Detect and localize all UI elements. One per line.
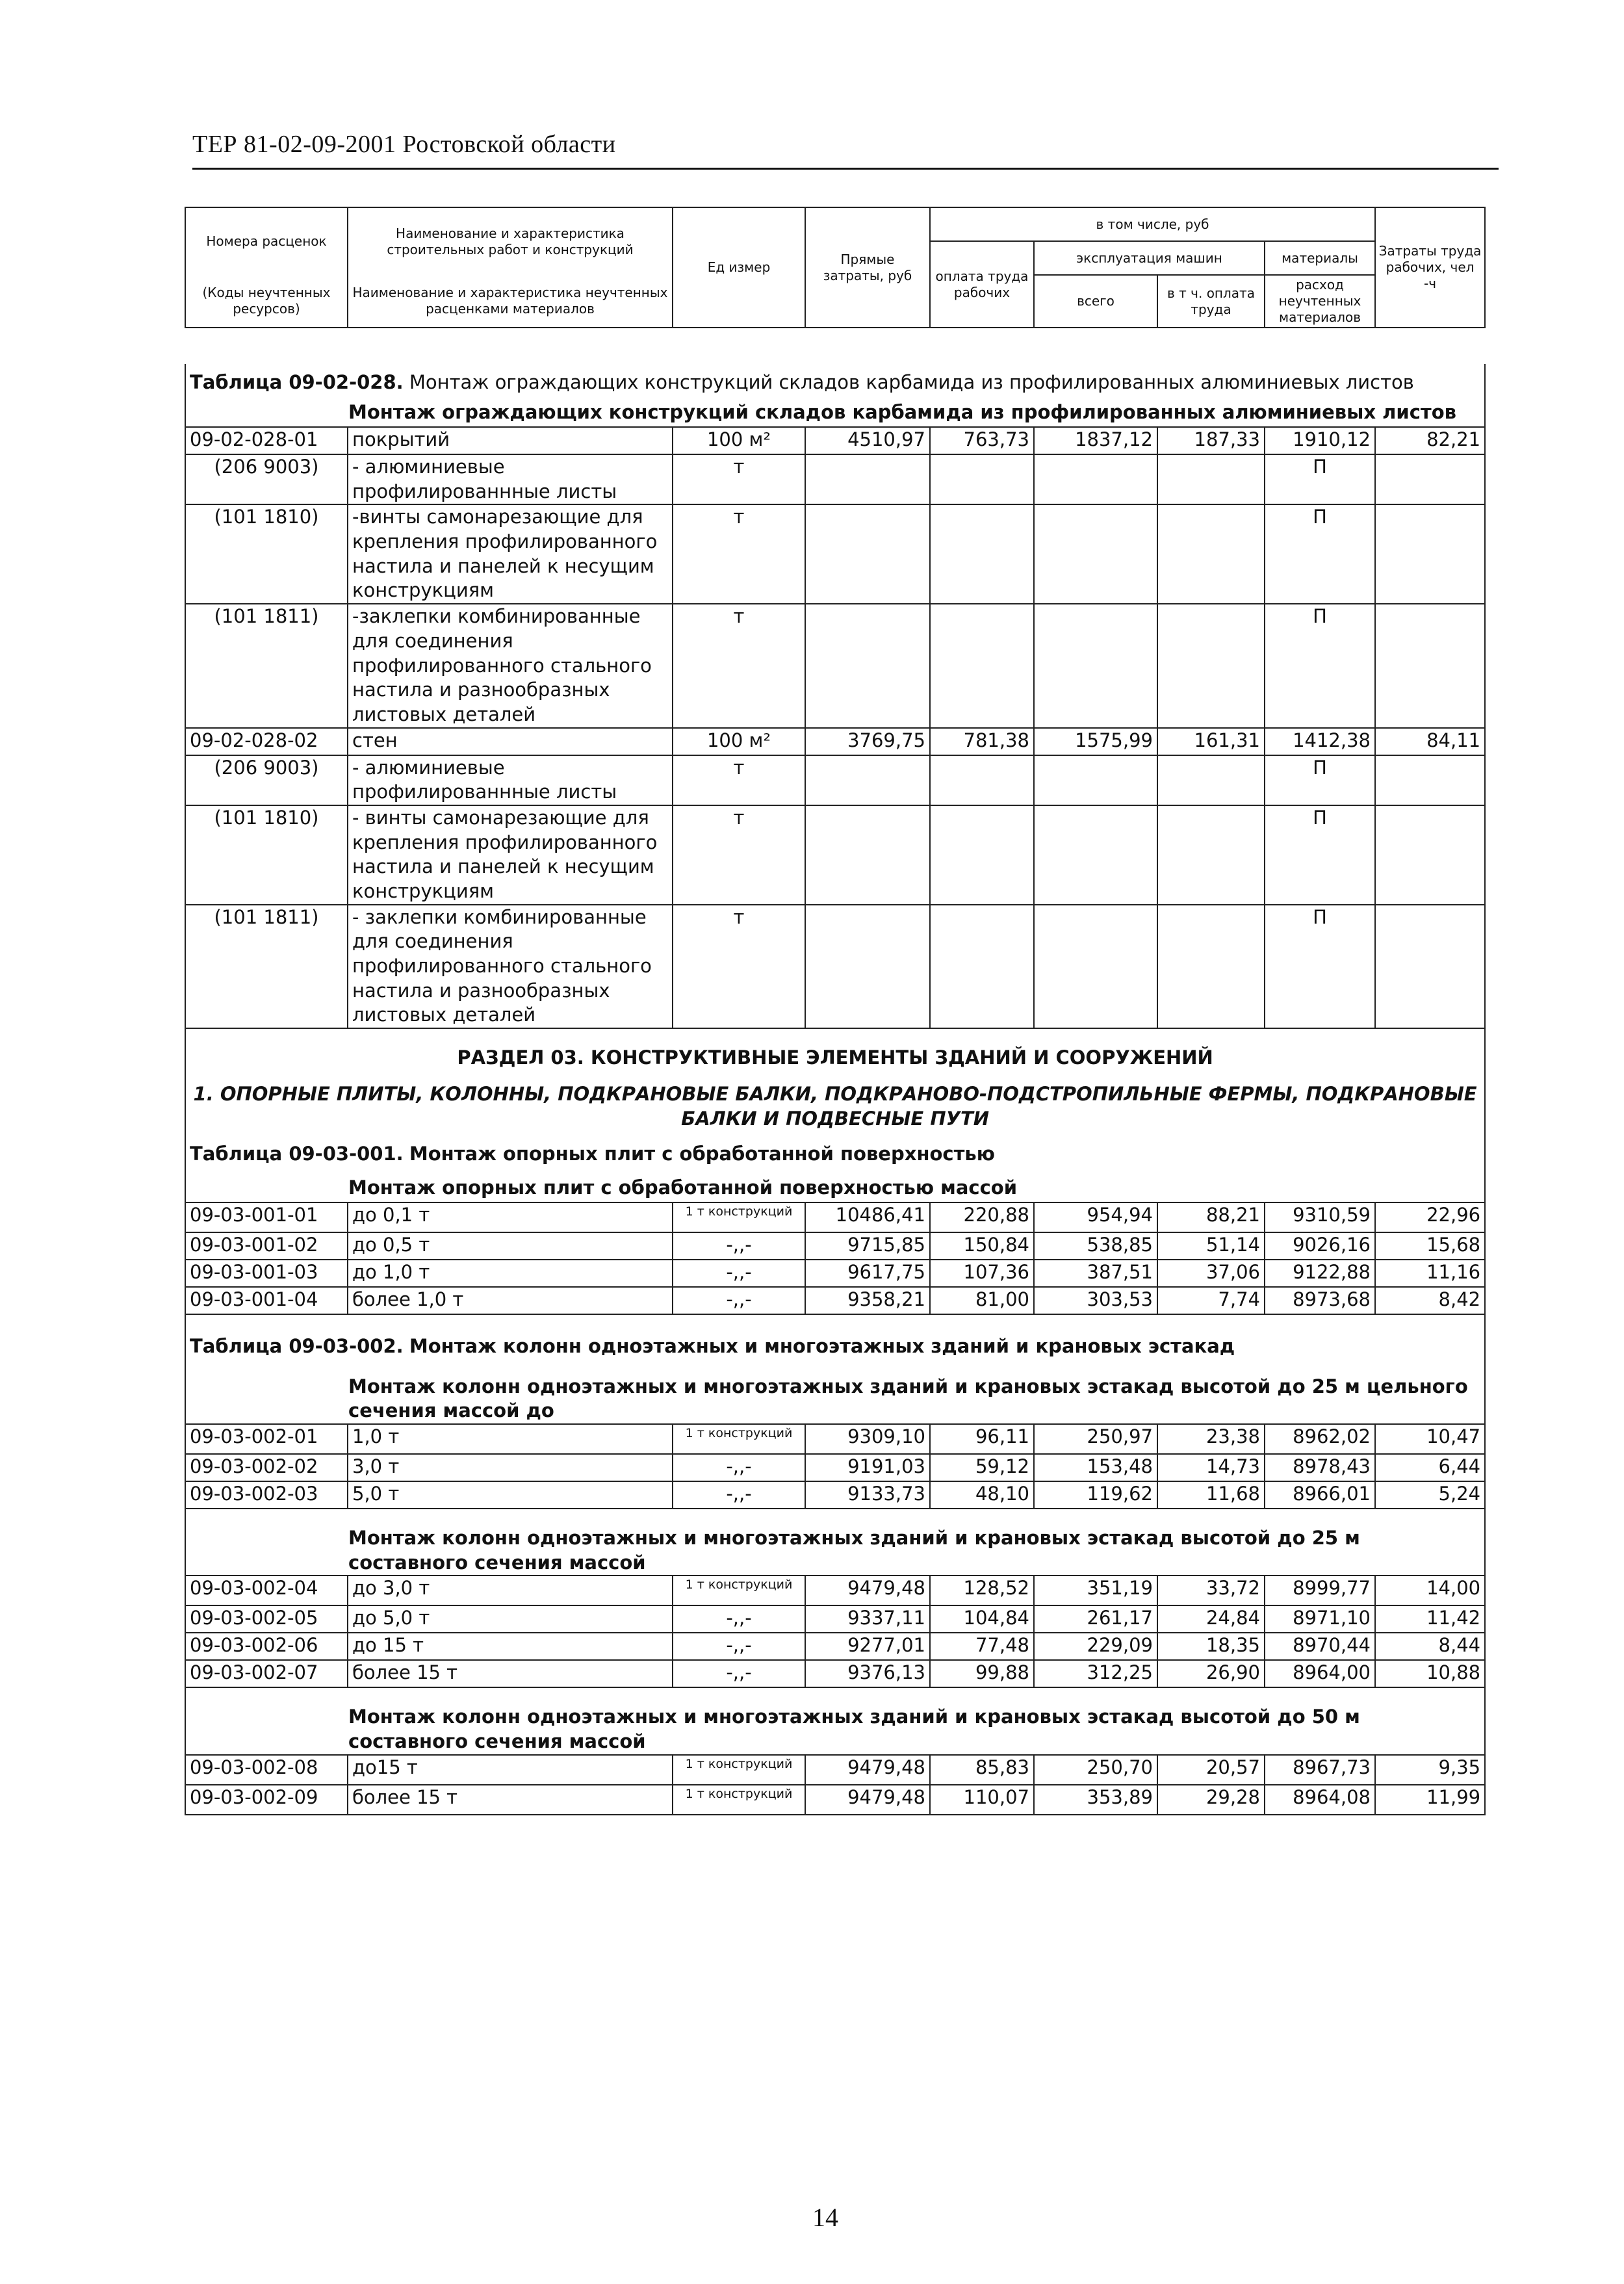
table-028-subtitle-band — [185, 398, 1485, 427]
materials: 8999,77 — [1265, 1576, 1375, 1605]
materials: 8962,02 — [1265, 1424, 1375, 1454]
rate-code: 09-03-002-04 — [185, 1576, 348, 1605]
direct-costs: 3769,75 — [805, 728, 930, 755]
labor-hours: 84,11 — [1375, 728, 1485, 755]
machines-pay: 23,38 — [1157, 1424, 1265, 1454]
labor-pay: 99,88 — [930, 1660, 1034, 1687]
machines-total: 351,19 — [1034, 1576, 1157, 1605]
labor-hours: 5,24 — [1375, 1481, 1485, 1509]
machines-pay — [1157, 755, 1265, 805]
work-name: - винты самонарезающие для крепления профилированного настила и панелей к несущим конструкциям — [348, 805, 673, 905]
work-name: -заклепки комбинированные для соединения профилированного стального настила и разнообразных листовых деталей — [348, 604, 673, 727]
materials: П — [1265, 905, 1375, 1028]
table-001-title-band — [185, 1136, 1485, 1169]
rate-code: 09-03-002-09 — [185, 1785, 348, 1815]
section-heading: РАЗДЕЛ 03. КОНСТРУКТИВНЫЕ ЭЛЕМЕНТЫ ЗДАНИЙ И СООРУЖЕНИЙ — [457, 1046, 1213, 1069]
direct-costs: 9309,10 — [805, 1424, 930, 1454]
hdr-materials-use: расход неучтенных материалов — [1265, 275, 1375, 328]
table-002-group1 — [185, 1362, 1485, 1424]
labor-hours: 8,42 — [1375, 1287, 1485, 1314]
rate-code: 09-03-002-05 — [185, 1605, 348, 1633]
labor-pay: 110,07 — [930, 1785, 1034, 1815]
labor-pay: 220,88 — [930, 1202, 1034, 1232]
table-001-subtitle — [185, 1169, 1485, 1202]
table-028-row-0 — [185, 427, 1485, 454]
table-028-title — [185, 364, 1485, 398]
work-name: до 15 т — [348, 1633, 673, 1660]
materials: 8971,10 — [1265, 1605, 1375, 1633]
labor-pay — [930, 755, 1034, 805]
table-group-title: Монтаж колонн одноэтажных и многоэтажных зданий и крановых эстакад высотой до 25 м составного сечения массой — [348, 1526, 1360, 1574]
machines-pay: 37,06 — [1157, 1260, 1265, 1287]
subsection-title — [185, 1074, 1485, 1135]
unit: -,,- — [673, 1232, 805, 1260]
work-name: покрытий — [348, 427, 673, 454]
work-name: до15 т — [348, 1755, 673, 1785]
materials: 8970,44 — [1265, 1633, 1375, 1660]
hdr-machines-pay: в т ч. оплата труда — [1157, 275, 1265, 328]
direct-costs — [805, 755, 930, 805]
labor-hours: 11,99 — [1375, 1785, 1485, 1815]
direct-costs: 9479,48 — [805, 1755, 930, 1785]
materials: 1412,38 — [1265, 728, 1375, 755]
hdr-labor-cost: Затраты труда рабочих, чел -ч — [1375, 207, 1485, 328]
hdr-materials: материалы — [1265, 241, 1375, 275]
machines-total: 387,51 — [1034, 1260, 1157, 1287]
hdr-direct: Прямые затраты, руб — [805, 207, 930, 328]
rate-code: (101 1810) — [185, 504, 348, 604]
table-001-row-0 — [185, 1202, 1485, 1232]
machines-pay: 11,68 — [1157, 1481, 1265, 1509]
machines-pay — [1157, 604, 1265, 727]
materials: 8964,00 — [1265, 1660, 1375, 1687]
labor-pay — [930, 504, 1034, 604]
work-name: до 0,1 т — [348, 1202, 673, 1232]
labor-pay — [930, 805, 1034, 905]
machines-total: 353,89 — [1034, 1785, 1157, 1815]
hdr-machines: эксплуатация машин — [1034, 241, 1265, 275]
unit: т — [673, 755, 805, 805]
rate-code: (101 1811) — [185, 604, 348, 727]
materials: П — [1265, 454, 1375, 504]
table-title-code: Таблица 09-03-001. — [190, 1142, 404, 1165]
table-001-subtitle-band — [185, 1169, 1485, 1202]
labor-pay: 104,84 — [930, 1605, 1034, 1633]
labor-pay: 128,52 — [930, 1576, 1034, 1605]
labor-hours — [1375, 604, 1485, 727]
table-002-row-c0 — [185, 1755, 1485, 1785]
hdr-name-bottom: Наименование и характеристика неучтенных расценками материалов — [348, 275, 673, 328]
hdr-including: в том числе, руб — [930, 207, 1375, 241]
labor-hours — [1375, 905, 1485, 1028]
table-001-row-1 — [185, 1232, 1485, 1260]
machines-total: 1837,12 — [1034, 427, 1157, 454]
table-title-code: Таблица 09-02-028. — [190, 371, 404, 393]
materials: 1910,12 — [1265, 427, 1375, 454]
labor-hours — [1375, 504, 1485, 604]
labor-pay: 59,12 — [930, 1454, 1034, 1481]
unit: т — [673, 905, 805, 1028]
hdr-machines-total: всего — [1034, 275, 1157, 328]
rate-code: (206 9003) — [185, 755, 348, 805]
work-name: -винты самонарезающие для крепления профилированного настила и панелей к несущим конструкциям — [348, 504, 673, 604]
labor-pay — [930, 454, 1034, 504]
unit: т — [673, 454, 805, 504]
work-name: до 5,0 т — [348, 1605, 673, 1633]
table-title-text: Монтаж колонн одноэтажных и многоэтажных зданий и крановых эстакад — [409, 1334, 1235, 1357]
rate-code: (101 1811) — [185, 905, 348, 1028]
table-subtitle: Монтаж ограждающих конструкций складов карбамида из профилированных алюминиевых листов — [348, 401, 1457, 423]
labor-hours: 10,47 — [1375, 1424, 1485, 1454]
labor-hours: 11,42 — [1375, 1605, 1485, 1633]
machines-total: 303,53 — [1034, 1287, 1157, 1314]
rate-code: 09-03-001-03 — [185, 1260, 348, 1287]
machines-total: 119,62 — [1034, 1481, 1157, 1509]
work-name: более 15 т — [348, 1785, 673, 1815]
rate-code: (206 9003) — [185, 454, 348, 504]
materials: 8978,43 — [1265, 1454, 1375, 1481]
table-002-group3-band — [185, 1687, 1485, 1754]
unit: 1 т конструкций — [673, 1576, 805, 1605]
materials: 8967,73 — [1265, 1755, 1375, 1785]
direct-costs: 9191,03 — [805, 1454, 930, 1481]
table-028-row-2 — [185, 504, 1485, 604]
direct-costs — [805, 504, 930, 604]
table-002-group2 — [185, 1509, 1485, 1576]
unit: 1 т конструкций — [673, 1785, 805, 1815]
work-name: до 0,5 т — [348, 1232, 673, 1260]
table-028-row-5 — [185, 755, 1485, 805]
machines-total: 538,85 — [1034, 1232, 1157, 1260]
machines-total — [1034, 805, 1157, 905]
rate-code: (101 1810) — [185, 805, 348, 905]
work-name: более 1,0 т — [348, 1287, 673, 1314]
rate-code: 09-03-001-01 — [185, 1202, 348, 1232]
labor-hours: 14,00 — [1375, 1576, 1485, 1605]
direct-costs: 9479,48 — [805, 1785, 930, 1815]
machines-total: 1575,99 — [1034, 728, 1157, 755]
table-028-subtitle — [185, 398, 1485, 427]
table-002-group2-band — [185, 1509, 1485, 1576]
machines-pay: 29,28 — [1157, 1785, 1265, 1815]
direct-costs: 4510,97 — [805, 427, 930, 454]
direct-costs: 9133,73 — [805, 1481, 930, 1509]
table-002-title — [185, 1314, 1485, 1362]
materials: 9122,88 — [1265, 1260, 1375, 1287]
table-title-code: Таблица 09-03-002. — [190, 1334, 404, 1357]
labor-pay — [930, 905, 1034, 1028]
direct-costs: 9479,48 — [805, 1576, 930, 1605]
table-002-row-b3 — [185, 1660, 1485, 1687]
unit: 1 т конструкций — [673, 1202, 805, 1232]
machines-pay: 18,35 — [1157, 1633, 1265, 1660]
unit: -,,- — [673, 1481, 805, 1509]
hdr-labor-pay: оплата труда рабочих — [930, 241, 1034, 328]
header-rule — [192, 168, 1499, 170]
subsection-heading: 1. ОПОРНЫЕ ПЛИТЫ, КОЛОННЫ, ПОДКРАНОВЫЕ БАЛКИ, ПОДКРАНОВО-ПОДСТРОПИЛЬНЫЕ ФЕРМЫ, ПОДКРАНОВЫЕ БАЛКИ И ПОДВЕСНЫЕ ПУТИ — [193, 1083, 1477, 1130]
machines-pay: 88,21 — [1157, 1202, 1265, 1232]
rate-code: 09-02-028-01 — [185, 427, 348, 454]
table-group-title: Монтаж колонн одноэтажных и многоэтажных зданий и крановых эстакад высотой до 25 м цельного сечения массой до — [348, 1375, 1468, 1422]
labor-pay: 150,84 — [930, 1232, 1034, 1260]
machines-pay: 161,31 — [1157, 728, 1265, 755]
running-head: ТЕР 81-02-09-2001 Ростовской области — [192, 131, 616, 158]
rate-code: 09-03-001-02 — [185, 1232, 348, 1260]
labor-pay: 81,00 — [930, 1287, 1034, 1314]
table-title-text: Монтаж опорных плит с обработанной поверхностью — [409, 1142, 995, 1165]
table-001-title — [185, 1136, 1485, 1169]
column-header-table — [185, 207, 1486, 328]
table-002-row-a2 — [185, 1481, 1485, 1509]
labor-pay: 85,83 — [930, 1755, 1034, 1785]
labor-pay: 781,38 — [930, 728, 1034, 755]
machines-pay — [1157, 504, 1265, 604]
table-title-text: Монтаж ограждающих конструкций складов карбамида из профилированных алюминиевых листов — [409, 371, 1414, 393]
rate-code: 09-03-002-01 — [185, 1424, 348, 1454]
work-name: 5,0 т — [348, 1481, 673, 1509]
direct-costs: 9337,11 — [805, 1605, 930, 1633]
table-028-row-6 — [185, 805, 1485, 905]
machines-pay: 20,57 — [1157, 1755, 1265, 1785]
hdr-unit: Ед измер — [673, 207, 805, 328]
work-name: до 3,0 т — [348, 1576, 673, 1605]
labor-hours: 82,21 — [1375, 427, 1485, 454]
table-002-row-c1 — [185, 1785, 1485, 1815]
direct-costs: 9277,01 — [805, 1633, 930, 1660]
work-name: стен — [348, 728, 673, 755]
work-name: - алюминиевые профилированнные листы — [348, 755, 673, 805]
unit: т — [673, 805, 805, 905]
materials: П — [1265, 504, 1375, 604]
rate-code: 09-03-002-06 — [185, 1633, 348, 1660]
direct-costs — [805, 805, 930, 905]
machines-pay — [1157, 805, 1265, 905]
materials: 8966,01 — [1265, 1481, 1375, 1509]
direct-costs — [805, 604, 930, 727]
machines-pay: 51,14 — [1157, 1232, 1265, 1260]
table-group-title: Монтаж колонн одноэтажных и многоэтажных зданий и крановых эстакад высотой до 50 м составного сечения массой — [348, 1706, 1360, 1752]
hdr-name-top: Наименование и характеристика строительных работ и конструкций — [348, 207, 673, 275]
labor-pay — [930, 604, 1034, 727]
work-name: более 15 т — [348, 1660, 673, 1687]
machines-total — [1034, 905, 1157, 1028]
labor-pay: 77,48 — [930, 1633, 1034, 1660]
table-002-group1-band — [185, 1362, 1485, 1424]
table-002-row-a0 — [185, 1424, 1485, 1454]
labor-hours: 22,96 — [1375, 1202, 1485, 1232]
materials: 8964,08 — [1265, 1785, 1375, 1815]
machines-pay: 187,33 — [1157, 427, 1265, 454]
labor-hours — [1375, 805, 1485, 905]
work-name: - заклепки комбинированные для соединения профилированного стального настила и разнообразных листовых деталей — [348, 905, 673, 1028]
table-028-row-3 — [185, 604, 1485, 727]
rate-code: 09-03-001-04 — [185, 1287, 348, 1314]
rate-code: 09-02-028-02 — [185, 728, 348, 755]
labor-pay: 107,36 — [930, 1260, 1034, 1287]
materials: 9310,59 — [1265, 1202, 1375, 1232]
machines-total: 261,17 — [1034, 1605, 1157, 1633]
table-028-row-4 — [185, 728, 1485, 755]
rate-code: 09-03-002-03 — [185, 1481, 348, 1509]
labor-hours: 8,44 — [1375, 1633, 1485, 1660]
table-028-title-band — [185, 364, 1485, 398]
table-002-row-b0 — [185, 1576, 1485, 1605]
unit: 1 т конструкций — [673, 1755, 805, 1785]
rate-code: 09-03-002-02 — [185, 1454, 348, 1481]
labor-hours: 6,44 — [1375, 1454, 1485, 1481]
machines-total — [1034, 604, 1157, 727]
unit: 100 м² — [673, 728, 805, 755]
unit: -,,- — [673, 1260, 805, 1287]
hdr-codes-top: Номера расценок — [185, 207, 348, 275]
machines-pay — [1157, 905, 1265, 1028]
table-028-row-7 — [185, 905, 1485, 1028]
table-001-row-2 — [185, 1260, 1485, 1287]
machines-total: 954,94 — [1034, 1202, 1157, 1232]
machines-total: 153,48 — [1034, 1454, 1157, 1481]
labor-hours — [1375, 755, 1485, 805]
labor-hours: 9,35 — [1375, 1755, 1485, 1785]
labor-pay: 48,10 — [930, 1481, 1034, 1509]
section-title — [185, 1028, 1485, 1074]
work-name: 3,0 т — [348, 1454, 673, 1481]
direct-costs — [805, 454, 930, 504]
table-002-row-b1 — [185, 1605, 1485, 1633]
machines-pay: 26,90 — [1157, 1660, 1265, 1687]
page-number: 14 — [812, 2203, 838, 2232]
unit: т — [673, 504, 805, 604]
materials: П — [1265, 755, 1375, 805]
unit: 100 м² — [673, 427, 805, 454]
labor-hours: 10,88 — [1375, 1660, 1485, 1687]
table-028-row-1 — [185, 454, 1485, 504]
machines-pay: 14,73 — [1157, 1454, 1265, 1481]
labor-hours: 15,68 — [1375, 1232, 1485, 1260]
labor-pay: 763,73 — [930, 427, 1034, 454]
unit: -,,- — [673, 1287, 805, 1314]
table-001-row-3 — [185, 1287, 1485, 1314]
rates-table — [185, 364, 1486, 1815]
machines-pay: 33,72 — [1157, 1576, 1265, 1605]
unit: -,,- — [673, 1633, 805, 1660]
unit: 1 т конструкций — [673, 1424, 805, 1454]
table-subtitle: Монтаж опорных плит с обработанной поверхностью массой — [348, 1176, 1018, 1199]
rate-code: 09-03-002-07 — [185, 1660, 348, 1687]
table-002-group3 — [185, 1687, 1485, 1754]
section-title-band — [185, 1028, 1485, 1074]
direct-costs: 9617,75 — [805, 1260, 930, 1287]
labor-hours — [1375, 454, 1485, 504]
unit: -,,- — [673, 1605, 805, 1633]
materials: 8973,68 — [1265, 1287, 1375, 1314]
machines-total — [1034, 504, 1157, 604]
hdr-codes-bottom: (Коды неучтенных ресурсов) — [185, 275, 348, 328]
subsection-title-band — [185, 1074, 1485, 1135]
machines-total: 312,25 — [1034, 1660, 1157, 1687]
work-name: 1,0 т — [348, 1424, 673, 1454]
machines-pay: 24,84 — [1157, 1605, 1265, 1633]
direct-costs: 9715,85 — [805, 1232, 930, 1260]
machines-total — [1034, 755, 1157, 805]
rate-code: 09-03-002-08 — [185, 1755, 348, 1785]
table-002-row-b2 — [185, 1633, 1485, 1660]
machines-pay — [1157, 454, 1265, 504]
direct-costs: 9358,21 — [805, 1287, 930, 1314]
machines-pay: 7,74 — [1157, 1287, 1265, 1314]
materials: П — [1265, 805, 1375, 905]
machines-total — [1034, 454, 1157, 504]
labor-hours: 11,16 — [1375, 1260, 1485, 1287]
direct-costs — [805, 905, 930, 1028]
unit: -,,- — [673, 1454, 805, 1481]
work-name: до 1,0 т — [348, 1260, 673, 1287]
machines-total: 250,70 — [1034, 1755, 1157, 1785]
direct-costs: 9376,13 — [805, 1660, 930, 1687]
labor-pay: 96,11 — [930, 1424, 1034, 1454]
materials: П — [1265, 604, 1375, 727]
unit: т — [673, 604, 805, 727]
unit: -,,- — [673, 1660, 805, 1687]
direct-costs: 10486,41 — [805, 1202, 930, 1232]
machines-total: 229,09 — [1034, 1633, 1157, 1660]
materials: 9026,16 — [1265, 1232, 1375, 1260]
table-002-row-a1 — [185, 1454, 1485, 1481]
work-name: - алюминиевые профилированнные листы — [348, 454, 673, 504]
machines-total: 250,97 — [1034, 1424, 1157, 1454]
table-002-title-band — [185, 1314, 1485, 1362]
